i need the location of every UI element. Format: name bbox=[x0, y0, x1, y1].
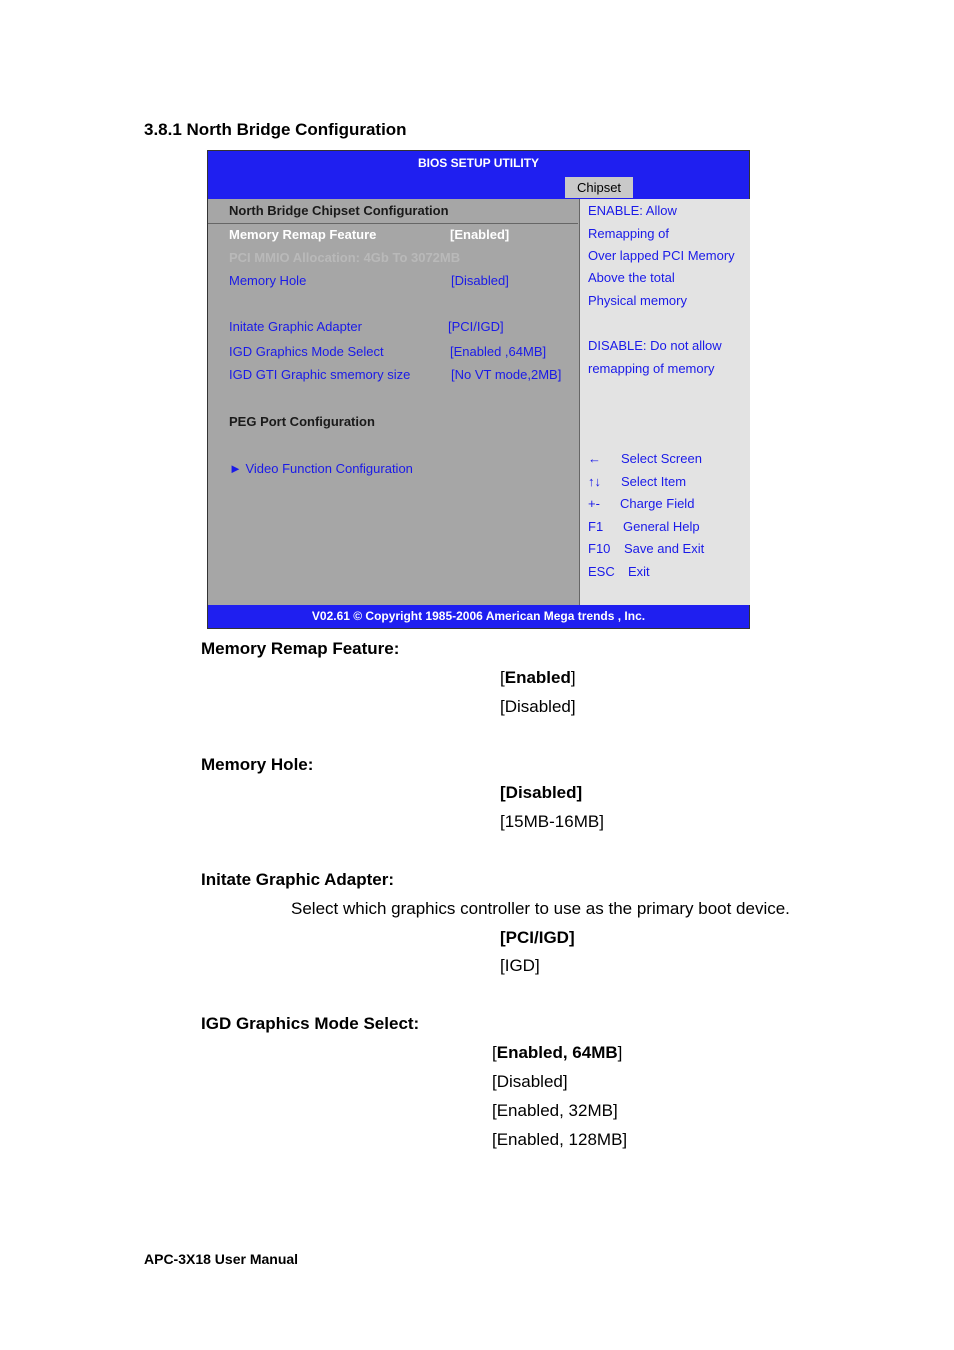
key-desc: Select Screen bbox=[621, 451, 702, 466]
bios-title-bar bbox=[208, 151, 749, 199]
igd-mode-option: [Enabled, 128MB] bbox=[492, 1130, 628, 1149]
graphic-adapter-option: [IGD] bbox=[500, 956, 540, 975]
key-desc: Exit bbox=[628, 564, 650, 579]
igd-mode-option: [Enabled, 32MB] bbox=[492, 1101, 618, 1120]
key-f1: F1 bbox=[588, 519, 604, 534]
memory-hole-option: [15MB-16MB] bbox=[500, 812, 604, 831]
peg-port-header: PEG Port Configuration bbox=[229, 414, 375, 429]
setting-igd-gti-value[interactable]: [No VT mode,2MB] bbox=[451, 367, 562, 382]
memory-hole-title: Memory Hole: bbox=[201, 755, 314, 774]
graphic-adapter-default-option: [PCI/IGD] bbox=[500, 928, 575, 947]
memory-remap-default-text: Enabled bbox=[504, 668, 571, 687]
key-f10: F10 bbox=[588, 541, 611, 556]
help-line: ENABLE: Allow bbox=[588, 203, 677, 218]
help-line: Above the total bbox=[588, 270, 675, 285]
help-line: Over lapped PCI Memory bbox=[588, 248, 735, 263]
submenu-video-function[interactable]: ► Video Function Configuration bbox=[229, 461, 413, 476]
section-title: 3.8.1 North Bridge Configuration bbox=[144, 120, 407, 139]
setting-memory-hole-label[interactable]: Memory Hole bbox=[229, 273, 307, 288]
key-left-arrow-icon: ← bbox=[588, 451, 601, 466]
igd-mode-default-text: Enabled, 64MB bbox=[496, 1043, 618, 1062]
bios-title: BIOS SETUP UTILITY bbox=[417, 156, 540, 170]
igd-mode-option: [Disabled] bbox=[492, 1072, 568, 1091]
help-line: Physical memory bbox=[588, 293, 687, 308]
setting-pci-mmio-label: PCI MMIO Allocation: 4Gb To 3072MB bbox=[229, 250, 461, 265]
setting-igd-mode-label[interactable]: IGD Graphics Mode Select bbox=[229, 344, 384, 359]
setting-memory-hole-value[interactable]: [Disabled] bbox=[451, 273, 509, 288]
key-desc: Save and Exit bbox=[624, 541, 705, 556]
bios-copyright: V02.61 © Copyright 1985-2006 American Mega trends , Inc. bbox=[208, 605, 749, 628]
setting-graphic-adapter-value[interactable]: [PCI/IGD] bbox=[448, 319, 504, 334]
key-desc: General Help bbox=[623, 519, 700, 534]
igd-mode-default-option: [Enabled, 64MB] bbox=[492, 1043, 623, 1062]
memory-remap-default-option: [Enabled] bbox=[500, 668, 576, 687]
setting-memory-remap-value[interactable]: [Enabled] bbox=[450, 227, 510, 242]
help-line: DISABLE: Do not allow bbox=[588, 338, 722, 353]
header-divider bbox=[208, 223, 578, 224]
memory-remap-title: Memory Remap Feature: bbox=[201, 639, 400, 658]
page-footer: APC-3X18 User Manual bbox=[144, 1251, 299, 1267]
key-desc: Charge Field bbox=[620, 496, 695, 511]
setting-igd-mode-value[interactable]: [Enabled ,64MB] bbox=[450, 344, 547, 359]
setting-graphic-adapter-label[interactable]: Initate Graphic Adapter bbox=[229, 319, 362, 334]
graphic-adapter-title: Initate Graphic Adapter: bbox=[201, 870, 395, 889]
tab-chipset[interactable]: Chipset bbox=[565, 177, 633, 198]
key-esc: ESC bbox=[588, 564, 615, 579]
igd-mode-title: IGD Graphics Mode Select: bbox=[201, 1014, 420, 1033]
bios-settings-panel bbox=[208, 199, 578, 605]
key-desc: Select Item bbox=[621, 474, 687, 489]
bios-help-panel bbox=[579, 199, 750, 605]
memory-remap-option: [Disabled] bbox=[500, 697, 576, 716]
bios-screenshot bbox=[207, 150, 750, 629]
setting-memory-remap-label[interactable]: Memory Remap Feature bbox=[229, 227, 377, 242]
key-up-down-arrow-icon: ↑↓ bbox=[588, 474, 601, 489]
graphic-adapter-description: Select which graphics controller to use as the primary boot device. bbox=[291, 899, 790, 918]
panel-header: North Bridge Chipset Configuration bbox=[229, 203, 449, 218]
help-line: Remapping of bbox=[588, 226, 669, 241]
setting-igd-gti-label[interactable]: IGD GTI Graphic smemory size bbox=[229, 367, 411, 382]
memory-hole-default-option: [Disabled] bbox=[500, 783, 583, 802]
help-line: remapping of memory bbox=[588, 361, 715, 376]
key-plus-minus: +- bbox=[588, 496, 600, 511]
